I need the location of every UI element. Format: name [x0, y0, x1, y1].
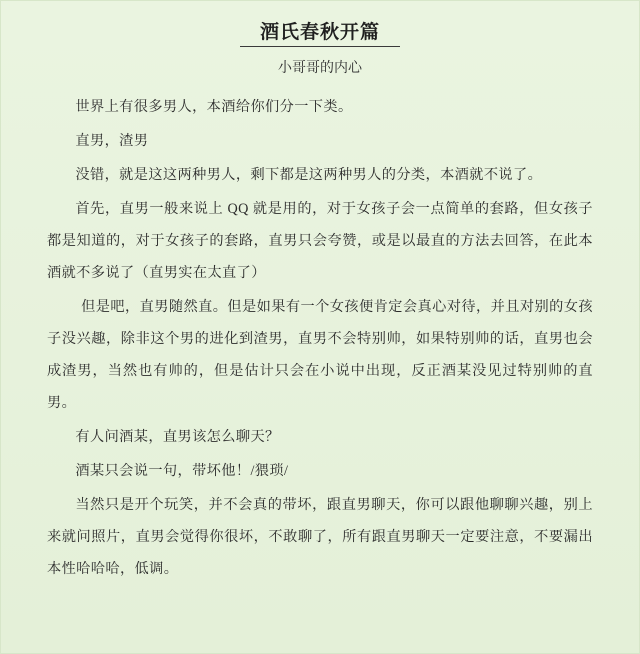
paragraph: 酒某只会说一句，带坏他！/猥琐/ [75, 463, 289, 479]
paragraph: 直男，渣男 [75, 133, 149, 149]
paragraph: 但是吧，直男随然直。但是如果有一个女孩便肯定会真心对待，并且对别的女孩子没兴趣，除非这个男的进化到渣男，直男不会特别帅，如果特别帅的话，直男也会成渣男，当然也有帅的，但是估计只会在小说中出现，反正酒某没见过特别帅的直男。 [47, 299, 593, 411]
paragraph: 当然只是开个玩笑，并不会真的带坏，跟直男聊天，你可以跟他聊聊兴趣，别上来就问照片，直男会觉得你很坏，不敢聊了，所有跟直男聊天一定要注意，不要漏出本性哈哈哈，低调。 [47, 497, 593, 577]
paragraph: 世界上有很多男人，本酒给你们分一下类。 [75, 99, 353, 115]
title-underline [240, 46, 400, 47]
paragraph: 没错，就是这这两种男人，剩下都是这两种男人的分类，本酒就不说了。 [75, 167, 543, 183]
paragraph: 有人问酒某，直男该怎么聊天？ [75, 429, 280, 445]
document-subtitle: 小哥哥的内心 [278, 61, 362, 76]
page-title: 酒氏春秋开篇 [259, 22, 380, 43]
paragraph: 首先，直男一般来说上 QQ 就是用的，对于女孩子会一点简单的套路，但女孩子都是知道的，对于女孩子的套路，直男只会夸赞，或是以最直的方法去回答，在此本酒就不多说了（直男实在太直了） [47, 201, 593, 281]
